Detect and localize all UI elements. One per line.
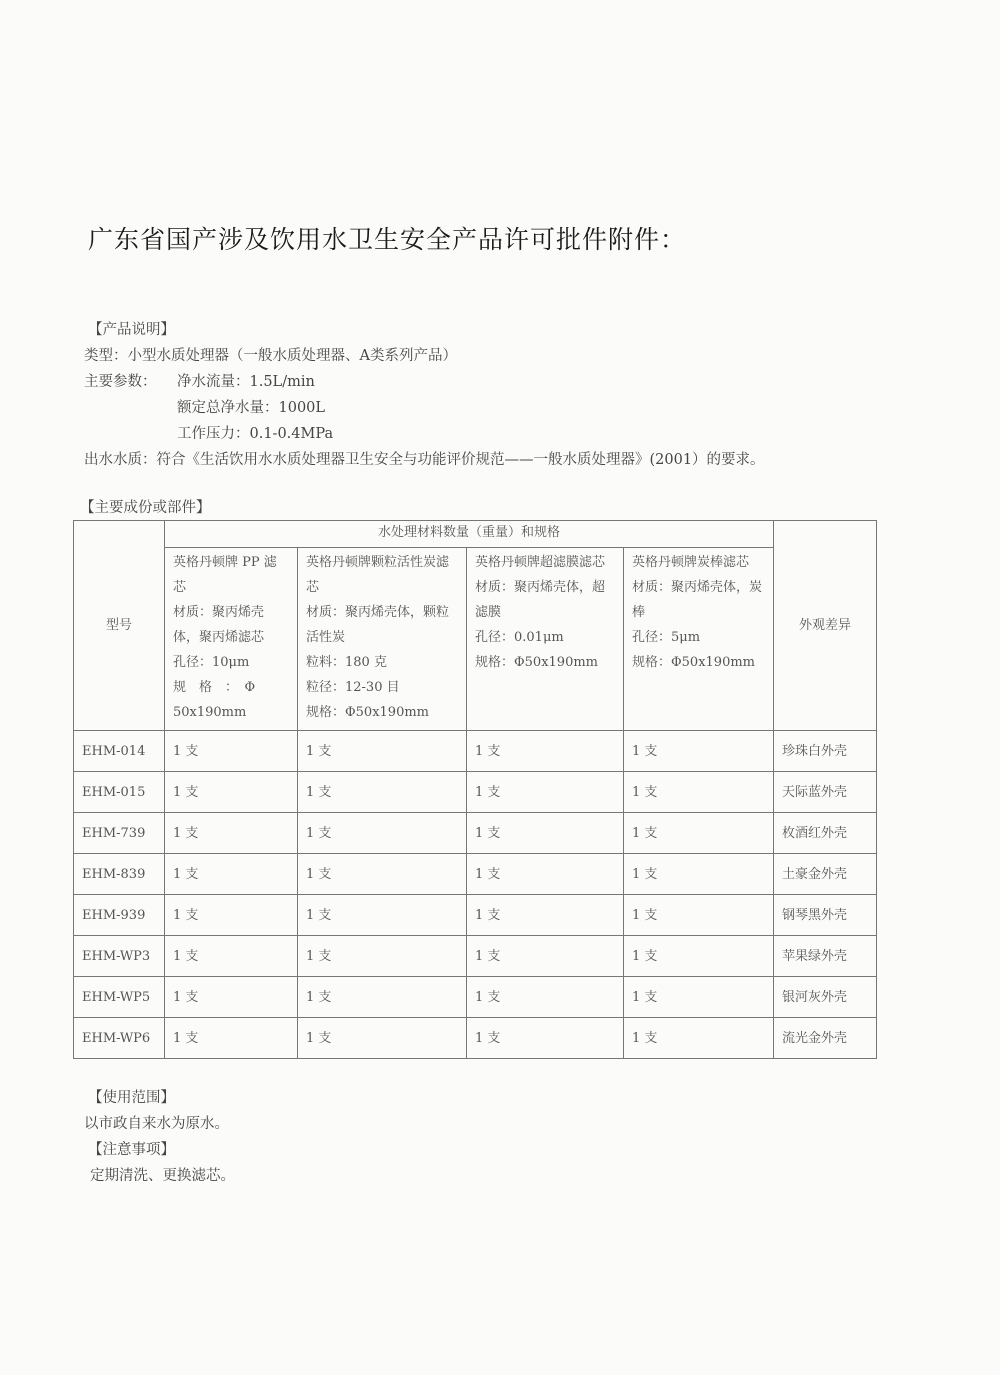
- type-label: 类型：: [84, 348, 128, 364]
- row-pp-qty: 1 支: [165, 731, 298, 772]
- row-carbon-qty: 1 支: [298, 731, 467, 772]
- row-model: EHM-939: [74, 895, 165, 936]
- usage-text: 以市政自来水为原水。: [84, 1116, 229, 1132]
- row-uf-qty: 1 支: [467, 1018, 624, 1059]
- row-appearance: 土豪金外壳: [774, 854, 877, 895]
- row-rod-qty: 1 支: [624, 936, 774, 977]
- param-total-volume: 额定总净水量：1000L: [177, 400, 326, 416]
- table-row: [74, 895, 877, 936]
- row-pp-qty: 1 支: [165, 936, 298, 977]
- row-carbon-qty: 1 支: [298, 1018, 467, 1059]
- params-label: 主要参数：: [84, 374, 157, 390]
- row-appearance: 银河灰外壳: [774, 977, 877, 1018]
- granular-carbon-filter-spec: 英格丹顿牌颗粒活性炭滤芯 材质：聚丙烯壳体，颗粒活性炭 粒料：180 克 粒径：12-30 目 规格：Φ50x190mm: [298, 548, 467, 731]
- document-title: 广东省国产涉及饮用水卫生安全产品许可批件附件：: [88, 225, 687, 254]
- material-group-header: 水处理材料数量（重量）和规格: [165, 521, 774, 548]
- row-appearance: 珍珠白外壳: [774, 731, 877, 772]
- table-row: [74, 854, 877, 895]
- row-uf-qty: 1 支: [467, 731, 624, 772]
- row-uf-qty: 1 支: [467, 772, 624, 813]
- row-rod-qty: 1 支: [624, 813, 774, 854]
- row-model: EHM-WP5: [74, 977, 165, 1018]
- water-quality-label: 出水水质：: [84, 452, 157, 468]
- model-header: 型号: [74, 521, 165, 731]
- notes-heading: 【注意事项】: [88, 1142, 175, 1158]
- row-model: EHM-014: [74, 731, 165, 772]
- row-model: EHM-839: [74, 854, 165, 895]
- row-model: EHM-739: [74, 813, 165, 854]
- row-rod-qty: 1 支: [624, 1018, 774, 1059]
- row-pp-qty: 1 支: [165, 813, 298, 854]
- appearance-header: 外观差异: [774, 521, 877, 731]
- table-row: [74, 731, 877, 772]
- row-pp-qty: 1 支: [165, 772, 298, 813]
- components-table: [73, 520, 877, 1059]
- table-row: [74, 772, 877, 813]
- row-model: EHM-015: [74, 772, 165, 813]
- row-model: EHM-WP3: [74, 936, 165, 977]
- row-rod-qty: 1 支: [624, 895, 774, 936]
- row-uf-qty: 1 支: [467, 977, 624, 1018]
- row-uf-qty: 1 支: [467, 895, 624, 936]
- table-row: [74, 977, 877, 1018]
- param-flow: 净水流量：1.5L/min: [177, 374, 315, 390]
- row-pp-qty: 1 支: [165, 854, 298, 895]
- row-pp-qty: 1 支: [165, 895, 298, 936]
- usage-heading: 【使用范围】: [88, 1090, 175, 1106]
- pp-filter-spec: 英格丹顿牌 PP 滤芯 材质：聚丙烯壳体，聚丙烯滤芯 孔径：10μm 规 格 ： Φ 50x190mm: [165, 548, 298, 731]
- material-spec-row: [74, 548, 877, 731]
- row-appearance: 枚酒红外壳: [774, 813, 877, 854]
- water-quality-line: [84, 450, 765, 470]
- row-rod-qty: 1 支: [624, 772, 774, 813]
- table-row: [74, 813, 877, 854]
- row-carbon-qty: 1 支: [298, 895, 467, 936]
- water-quality-value: 符合《生活饮用水水质处理器卫生安全与功能评价规范——一般水质处理器》(2001）的要求。: [156, 452, 765, 468]
- components-heading: 【主要成份或部件】: [80, 500, 211, 516]
- row-uf-qty: 1 支: [467, 854, 624, 895]
- row-model: EHM-WP6: [74, 1018, 165, 1059]
- row-appearance: 苹果绿外壳: [774, 936, 877, 977]
- row-pp-qty: 1 支: [165, 1018, 298, 1059]
- product-description-heading: 【产品说明】: [88, 322, 175, 338]
- row-carbon-qty: 1 支: [298, 854, 467, 895]
- row-rod-qty: 1 支: [624, 977, 774, 1018]
- notes-text: 定期清洗、更换滤芯。: [90, 1168, 235, 1184]
- row-appearance: 钢琴黑外壳: [774, 895, 877, 936]
- row-rod-qty: 1 支: [624, 731, 774, 772]
- param-pressure: 工作压力：0.1-0.4MPa: [177, 426, 334, 442]
- type-line: [84, 346, 457, 366]
- row-carbon-qty: 1 支: [298, 936, 467, 977]
- row-carbon-qty: 1 支: [298, 772, 467, 813]
- carbon-rod-filter-spec: 英格丹顿牌炭棒滤芯 材质：聚丙烯壳体，炭棒 孔径：5μm 规格：Φ50x190mm: [624, 548, 774, 731]
- type-value: 小型水质处理器（一般水质处理器、A类系列产品）: [127, 348, 457, 364]
- row-carbon-qty: 1 支: [298, 813, 467, 854]
- row-appearance: 流光金外壳: [774, 1018, 877, 1059]
- ultrafiltration-filter-spec: 英格丹顿牌超滤膜滤芯 材质：聚丙烯壳体，超滤膜 孔径：0.01μm 规格：Φ50x190mm: [467, 548, 624, 731]
- row-uf-qty: 1 支: [467, 936, 624, 977]
- table-row: [74, 936, 877, 977]
- row-appearance: 天际蓝外壳: [774, 772, 877, 813]
- row-carbon-qty: 1 支: [298, 977, 467, 1018]
- row-rod-qty: 1 支: [624, 854, 774, 895]
- table-row: [74, 1018, 877, 1059]
- table-header-row: [74, 521, 877, 548]
- row-pp-qty: 1 支: [165, 977, 298, 1018]
- row-uf-qty: 1 支: [467, 813, 624, 854]
- params-line: [84, 372, 315, 392]
